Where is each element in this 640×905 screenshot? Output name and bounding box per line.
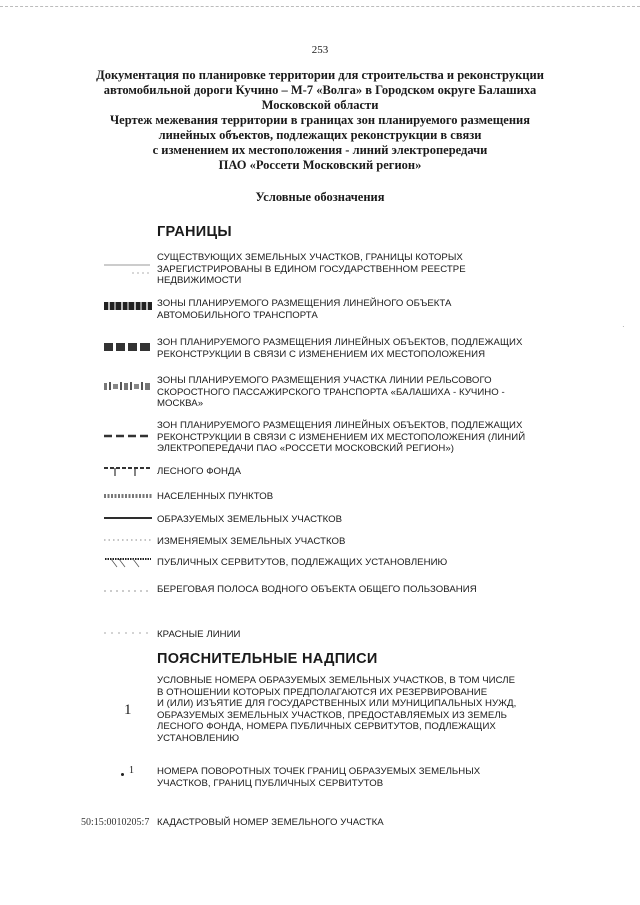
legend-text-reconstruction-zone: ЗОН ПЛАНИРУЕМОГО РАЗМЕЩЕНИЯ ЛИНЕЙНЫХ ОБЪЕКТОВ, ПОДЛЕЖАЩИХ РЕКОНСТРУКЦИИ В СВЯЗИ С ИЗМЕНЕНИЕМ ИХ МЕСТОПОЛОЖЕНИЯ xyxy=(157,337,523,360)
legend-text-forest-fund: ЛЕСНОГО ФОНДА xyxy=(157,466,242,477)
legend-text-existing-parcels: СУЩЕСТВУЮЩИХ ЗЕМЕЛЬНЫХ УЧАСТКОВ, ГРАНИЦЫ КОТОРЫХ ЗАРЕГИСТРИРОВАНЫ В ЕДИНОМ ГОСУДАРСТВЕННОМ РЕЕСТРЕ НЕДВИЖИМОСТИ xyxy=(157,252,466,287)
legend-text-formed-parcels: ОБРАЗУЕМЫХ ЗЕМЕЛЬНЫХ УЧАСТКОВ xyxy=(157,514,343,525)
legend-symbol-existing-parcels xyxy=(102,262,154,276)
legend-text-road-zone: ЗОНЫ ПЛАНИРУЕМОГО РАЗМЕЩЕНИЯ ЛИНЕЙНОГО ОБЪЕКТА АВТОМОБИЛЬНОГО ТРАНСПОРТА xyxy=(157,298,452,321)
legend-symbol-powerline-zone xyxy=(103,432,153,440)
title-line: Документация по планировке территории для строительства и реконструкции xyxy=(96,68,544,82)
scan-top-edge xyxy=(0,6,640,7)
title-line: Чертеж межевания территории в границах зон планируемого размещения xyxy=(110,113,530,127)
section-heading-borders: ГРАНИЦЫ xyxy=(157,224,232,240)
legend-symbol-settlements xyxy=(103,491,153,501)
note-text-parcel-numbers: УСЛОВНЫЕ НОМЕРА ОБРАЗУЕМЫХ ЗЕМЕЛЬНЫХ УЧАСТКОВ, В ТОМ ЧИСЛЕ В ОТНОШЕНИИ КОТОРЫХ ПРЕДПОЛАГАЮТСЯ ИХ РЕЗЕРВИРОВАНИЕ И (ИЛИ) ИЗЪЯТИЕ ДЛЯ ГОСУДАРСТВЕННЫХ ИЛИ МУНИЦИПАЛЬНЫХ НУЖД, ОБРАЗУЕМЫХ ЗЕМЕЛЬНЫХ УЧАСТКОВ, ПРЕДОСТАВЛЯЕМЫХ ИЗ ЗЕМЕЛЬ ЛЕСНОГО ФОНДА, НОМЕРА ПУБЛИЧНЫХ СЕРВИТУТОВ, ПОДЛЕЖАЩИХ УСТАНОВЛЕНИЮ xyxy=(157,675,517,744)
page-number: 253 xyxy=(311,44,329,56)
legend-text-red-lines: КРАСНЫЕ ЛИНИИ xyxy=(157,629,241,640)
legend-text-public-easements: ПУБЛИЧНЫХ СЕРВИТУТОВ, ПОДЛЕЖАЩИХ УСТАНОВЛЕНИЮ xyxy=(157,557,448,568)
legend-text-settlements: НАСЕЛЕННЫХ ПУНКТОВ xyxy=(157,491,274,502)
section-heading-notes: ПОЯСНИТЕЛЬНЫЕ НАДПИСИ xyxy=(157,651,378,667)
title-line: ПАО «Россети Московский регион» xyxy=(218,158,422,172)
legend-text-shore-belt: БЕРЕГОВАЯ ПОЛОСА ВОДНОГО ОБЪЕКТА ОБЩЕГО ПОЛЬЗОВАНИЯ xyxy=(157,584,477,595)
title-line: автомобильной дороги Кучино – М-7 «Волга» в Городском округе Балашиха xyxy=(103,83,537,97)
legend-symbol-rail-zone xyxy=(103,381,153,391)
scan-side-mark: · xyxy=(622,322,625,331)
legend-text-modified-parcels: ИЗМЕНЯЕМЫХ ЗЕМЕЛЬНЫХ УЧАСТКОВ xyxy=(157,536,346,547)
legend-text-powerline-zone: ЗОН ПЛАНИРУЕМОГО РАЗМЕЩЕНИЯ ЛИНЕЙНЫХ ОБЪЕКТОВ, ПОДЛЕЖАЩИХ РЕКОНСТРУКЦИИ В СВЯЗИ С ИЗМЕНЕНИЕМ ИХ МЕСТОПОЛОЖЕНИЯ (ЛИНИЙ ЭЛЕКТРОПЕРЕДАЧИ ПАО «РОССЕТИ МОСКОВСКИЙ РЕГИОН») xyxy=(157,420,526,455)
legend-symbol-shore-belt xyxy=(103,588,153,594)
legend-symbol-red-lines xyxy=(103,630,153,636)
note-text-cadastral-number: КАДАСТРОВЫЙ НОМЕР ЗЕМЕЛЬНОГО УЧАСТКА xyxy=(157,817,384,828)
legend-heading: Условные обозначения xyxy=(255,190,385,204)
title-line: с изменением их местоположения - линий электропередачи xyxy=(152,143,488,157)
legend-symbol-forest-fund xyxy=(103,464,153,478)
document-title xyxy=(70,68,570,173)
legend-symbol-public-easements xyxy=(103,556,153,570)
point-dot-icon xyxy=(121,773,124,776)
label-parcel-number: 1 xyxy=(124,702,132,718)
legend-symbol-road-zone xyxy=(103,301,153,311)
note-text-turning-points: НОМЕРА ПОВОРОТНЫХ ТОЧЕК ГРАНИЦ ОБРАЗУЕМЫХ ЗЕМЕЛЬНЫХ УЧАСТКОВ, ГРАНИЦ ПУБЛИЧНЫХ СЕРВИТУТОВ xyxy=(157,766,481,789)
title-line: Московской области xyxy=(261,98,379,112)
title-line: линейных объектов, подлежащих реконструкции в связи xyxy=(158,128,482,142)
label-cadastral-number: 50:15:0010205:7 xyxy=(81,817,150,828)
legend-symbol-formed-parcels xyxy=(103,515,153,521)
legend-symbol-reconstruction-zone xyxy=(103,342,153,352)
label-turning-point: 1 xyxy=(121,765,134,776)
legend-symbol-modified-parcels xyxy=(103,537,153,543)
legend-text-rail-zone: ЗОНЫ ПЛАНИРУЕМОГО РАЗМЕЩЕНИЯ УЧАСТКА ЛИНИИ РЕЛЬСОВОГО СКОРОСТНОГО ПАССАЖИРСКОГО ТРАНСПОРТА «БАЛАШИХА - КУЧИНО - МОСКВА» xyxy=(157,375,505,410)
